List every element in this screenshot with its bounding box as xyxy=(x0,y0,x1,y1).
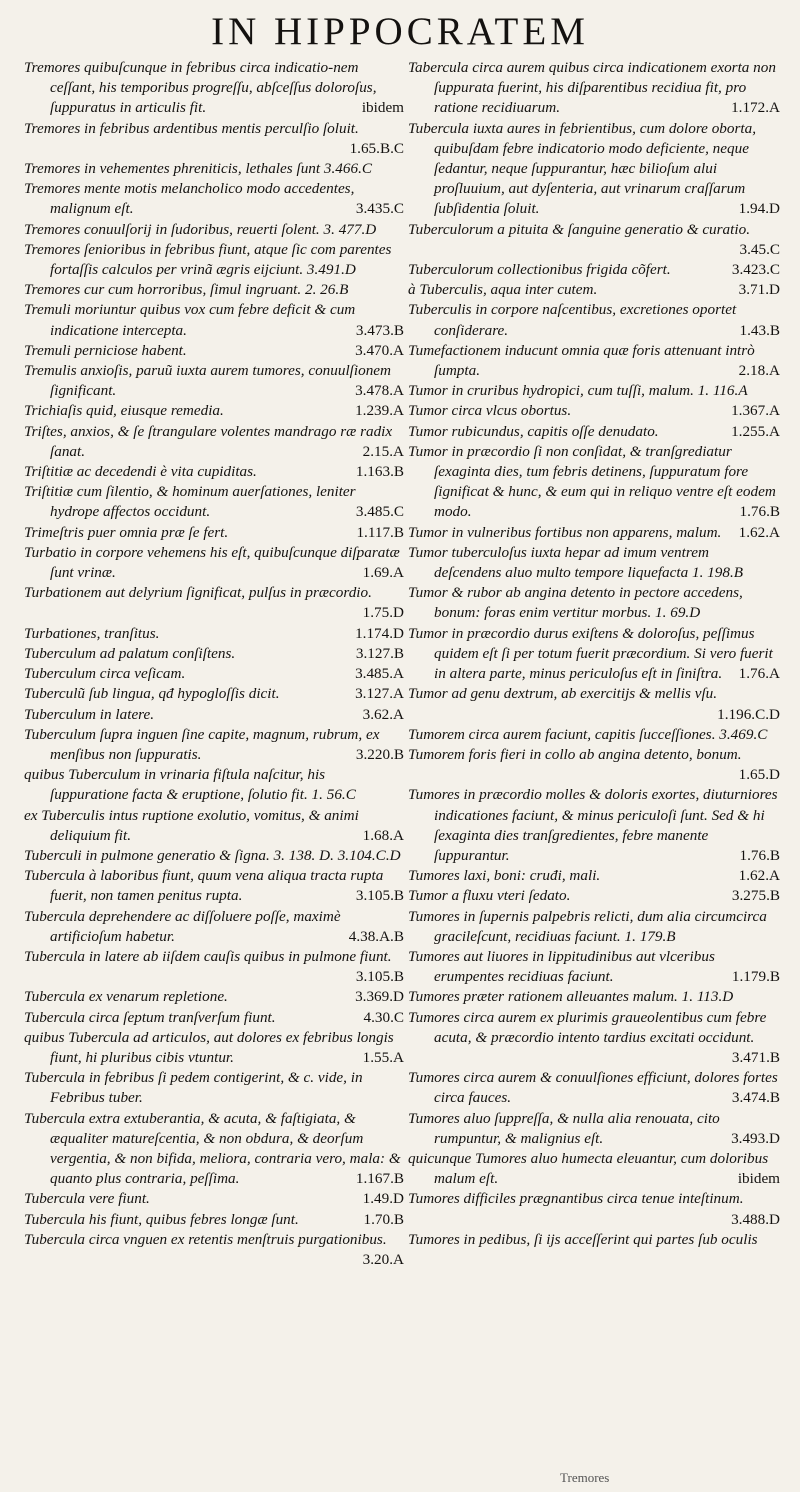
entry-text: Tuberculi in pulmone generatio & ſigna. 3. 138. D. 3.104.C.D xyxy=(24,846,401,864)
entry-text: Tumores circa aurem ex plurimis graueolentibus cum febre acuta, & præcordio intento tardius excitati occidunt. xyxy=(408,1008,767,1046)
index-entry xyxy=(408,785,780,866)
entry-reference: 1.76.B xyxy=(731,502,780,522)
entry-text: Tremuli moriuntur quibus vox cum febre deficit & cum indicatione intercepta. xyxy=(24,301,356,339)
entry-text: Tumorem circa aurem faciunt, capitis ſucceſſiones. 3.469.C xyxy=(408,725,768,743)
entry-text: Tubercula in latere ab iiſdem cauſis quibus in pulmone fiunt. xyxy=(24,947,392,965)
entry-text: Tubercula in febribus ſi pedem contigerint, & c. vide, in Febribus tuber. xyxy=(24,1069,363,1107)
index-entry xyxy=(24,725,404,765)
entry-text: Triſtitiæ cum ſilentio, & hominum auerſationes, leniter hydrope affectos occidunt. xyxy=(24,483,356,521)
index-entry xyxy=(408,725,780,745)
entry-text: Tubercula circa vnguen ex retentis menſtruis purgationibus. xyxy=(24,1230,387,1248)
index-entry xyxy=(24,341,404,361)
entry-text: Tumores difficiles prægnantibus circa tenue inteſtinum. xyxy=(408,1190,744,1208)
index-entry xyxy=(24,179,404,219)
entry-reference: 1.69.A xyxy=(355,563,404,583)
entry-reference: 4.38.A.B xyxy=(341,927,404,947)
index-entry xyxy=(24,846,404,866)
entry-reference: 3.20.A xyxy=(362,1250,404,1268)
entry-reference: 3.62.A xyxy=(355,705,404,725)
entry-reference: 3.471.B xyxy=(731,1048,780,1066)
index-entry xyxy=(408,543,780,583)
index-entry xyxy=(408,1189,780,1229)
entry-text: Tumores in præcordio molles & doloris exortes, diuturniores indicationes faciunt, & minus periculoſi ſunt. Sed & hi ſexaginta dies tranſgredientes, febre manente ſuppurantur. xyxy=(408,786,778,864)
entry-text: Tremores ſenioribus in febribus fiunt, atque ſic com parentes fortaſſis calculos per vrinã ægris eijciunt. 3.491.D xyxy=(24,240,392,279)
entry-text: Tumor a fluxu vteri ſedato. xyxy=(408,887,571,905)
entry-reference: 1.179.B xyxy=(724,967,780,987)
entry-reference: 1.62.A xyxy=(731,523,780,543)
left-column xyxy=(24,58,404,1270)
entry-reference: 1.62.A xyxy=(731,866,780,886)
index-entry xyxy=(24,462,404,482)
entry-reference: 3.105.B xyxy=(348,886,404,906)
index-entry xyxy=(408,1149,780,1189)
entry-text: Tremores conuulſorij in ſudoribus, reuerti ſolent. 3. 477.D xyxy=(24,220,377,238)
entry-text: quibus Tuberculum in vrinaria fiſtula naſcitur, his ſuppuratione facta & eruptione, ſolutio fit. 1. 56.C xyxy=(24,766,356,804)
entry-text: Tumores circa aurem & conuulſiones efficiunt, dolores fortes circa fauces. xyxy=(408,1069,778,1107)
index-entry xyxy=(24,361,404,401)
entry-text: Tumor ad genu dextrum, ab exercitijs & mellis vſu. xyxy=(408,685,718,703)
index-entry xyxy=(24,806,404,846)
index-entry xyxy=(24,1109,404,1190)
entry-reference: 1.94.D xyxy=(731,199,780,219)
entry-text: Tubercula à laboribus fiunt, quum vena aliqua tracta rupta fuerit, non tamen penitus rupta. xyxy=(24,867,384,905)
index-entry xyxy=(408,947,780,987)
entry-reference: 1.70.B xyxy=(355,1210,404,1230)
entry-reference: 1.76.A xyxy=(731,664,780,684)
entry-text: Tumores laxi, boni: cruđi, mali. xyxy=(408,867,601,885)
entry-text: Tremores in febribus ardentibus mentis perculſio ſoluit. xyxy=(24,119,359,137)
index-entry xyxy=(24,401,404,421)
right-column xyxy=(408,58,780,1250)
index-entry xyxy=(24,300,404,340)
entry-reference: 1.76.B xyxy=(731,846,780,866)
entry-text: Tumor circa vlcus obortus. xyxy=(408,402,572,420)
index-entry xyxy=(24,765,404,805)
entry-text: Tuberculum in latere. xyxy=(24,705,155,723)
entry-reference: 3.423.C xyxy=(724,260,780,280)
entry-text: Tremores mente motis melancholico modo accedentes, malignum eſt. xyxy=(24,180,355,218)
entry-text: Tremores in vehementes phreniticis, lethales ſunt 3.466.C xyxy=(24,160,372,178)
entry-reference: 1.65.B.C xyxy=(349,139,404,157)
entry-reference: 3.435.C xyxy=(348,199,404,219)
entry-text: Tuberculum ſupra inguen ſine capite, magnum, rubrum, ex menſibus non ſuppuratis. xyxy=(24,725,380,763)
entry-text: Tubercula deprehendere ac diſſoluere poſſe, maximè artificioſum habetur. xyxy=(24,907,341,945)
index-entry xyxy=(24,947,404,987)
page-header: IN HIPPOCRATEM xyxy=(211,10,589,53)
entry-text: Tubercula extra extuberantia, & acuta, & faſtigiata, & æqualiter matureſcentia, & non obdura, & deorſum vergentia, & non bifida, meliora, contraria vero, mala: & quanto plus contraria, peſſima. xyxy=(24,1109,401,1188)
entry-reference: 2.18.A xyxy=(731,361,780,381)
entry-text: Tumor in vulneribus fortibus non apparens, malum. xyxy=(408,523,722,541)
index-entry xyxy=(408,907,780,947)
entry-reference: 1.43.B xyxy=(731,321,780,341)
entry-text: Tumor & rubor ab angina detento in pectore accedens, bonum: foras enim vertitur morbus. 1. 69.D xyxy=(408,584,743,622)
index-entry xyxy=(24,523,404,543)
entry-text: ex Tuberculis intus ruptione exolutio, vomitus, & animi deliquium fit. xyxy=(24,806,359,844)
index-entry xyxy=(24,705,404,725)
entry-reference: 1.172.A xyxy=(723,98,780,118)
entry-reference: 3.478.A xyxy=(347,381,404,401)
index-entry xyxy=(408,745,780,785)
index-entry xyxy=(408,260,780,280)
entry-reference: 3.127.A xyxy=(347,684,404,704)
entry-text: Tumores in ſupernis palpebris relicti, dum alia circumcirca gracileſcunt, recidiuas faciunt. 1. 179.B xyxy=(408,907,767,945)
entry-text: Tubercula circa ſeptum tranſverſum fiunt. xyxy=(24,1008,276,1026)
entry-text: Tumores in pedibus, ſi ijs acceſſerint qui partes ſub oculis xyxy=(408,1230,758,1248)
entry-text: Triſtitiæ ac decedendi è vita cupiditas. xyxy=(24,463,257,481)
entry-text: Trichiaſis quid, eiusque remedia. xyxy=(24,402,224,420)
index-entry xyxy=(24,220,404,240)
entry-reference: 3.470.A xyxy=(347,341,404,361)
index-entry xyxy=(408,220,780,260)
entry-reference: 3.474.B xyxy=(724,1088,780,1108)
index-entry xyxy=(24,280,404,300)
index-entry xyxy=(24,543,404,583)
index-entry xyxy=(408,624,780,685)
index-entry xyxy=(408,987,780,1007)
entry-text: Tuberculorum collectionibus frigida cõfert. xyxy=(408,261,671,279)
entry-reference: 3.105.B xyxy=(355,968,404,986)
index-entry xyxy=(24,1028,404,1068)
entry-text: Tubercula iuxta aures in febrientibus, cum dolore oborta, quibuſdam febre indicatorio modo deficiente, neque ſedantur, neque ſuppurantur, hæc bilioſum alui proſluuium, aut dyſenteria, aut vrinarum craſſarum ſubſidentia ſoluit. xyxy=(408,119,757,218)
index-entry xyxy=(408,381,780,401)
index-entry xyxy=(24,684,404,704)
index-entry xyxy=(408,422,780,442)
entry-reference: 3.485.A xyxy=(347,664,404,684)
entry-reference: 1.75.D xyxy=(362,604,404,622)
index-entry xyxy=(408,341,780,381)
entry-text: Tabercula circa aurem quibus circa indicationem exorta non ſuppurata fuerint, his diſparentibus recidiua fit, pro ratione recidiuarum. xyxy=(408,59,776,117)
index-entry xyxy=(408,300,780,340)
entry-reference: 3.369.D xyxy=(347,987,404,1007)
entry-reference: 3.127.B xyxy=(348,644,404,664)
index-entry xyxy=(24,159,404,179)
index-entry xyxy=(24,987,404,1007)
entry-reference: 1.167.B xyxy=(348,1169,404,1189)
index-entry xyxy=(24,1189,404,1209)
entry-text: Tumorem foris fieri in collo ab angina detento, bonum. xyxy=(408,745,742,763)
entry-reference: 1.255.A xyxy=(723,422,780,442)
index-entry xyxy=(24,644,404,664)
entry-text: Tumor tuberculoſus iuxta hepar ad imum ventrem deſcendens aluo multo tempore liquefacta 1. 198.B xyxy=(408,543,744,582)
index-entry xyxy=(408,1068,780,1108)
entry-text: quicunque Tumores aluo humecta eleuantur, cum doloribus malum eſt. xyxy=(408,1149,769,1188)
entry-reference: 3.493.D xyxy=(723,1129,780,1149)
index-entry xyxy=(24,422,404,462)
entry-reference: 1.68.A xyxy=(355,826,404,846)
index-entry xyxy=(408,280,780,300)
entry-text: Tumor in præcordio durus exiſtens & doloroſus, peſſimus quidem eſt ſi per totum fuerit præcordium. Si vero fuerit in altera parte, minus periculoſus eſt in ſiniſtra. xyxy=(408,624,773,683)
index-entry xyxy=(24,58,404,119)
entry-reference: ibidem xyxy=(730,1169,780,1189)
entry-reference: 3.485.C xyxy=(348,502,404,522)
entry-text: Tubercula his fiunt, quibus febres longæ ſunt. xyxy=(24,1210,299,1228)
entry-text: Tuberculum circa veſicam. xyxy=(24,665,186,683)
entry-text: Tuberculis in corpore naſcentibus, excretiones oportet conſiderare. xyxy=(408,301,737,339)
index-entry xyxy=(408,119,780,220)
entry-reference: 1.196.C.D xyxy=(717,705,780,723)
entry-text: Tremuli perniciose habent. xyxy=(24,341,187,359)
entry-text: Tremulis anxioſis, paruũ iuxta aurem tumores, conuulſionem ſignificant. xyxy=(24,362,392,400)
entry-text: Tuberculum ad palatum conſiſtens. xyxy=(24,644,236,662)
index-entry xyxy=(408,583,780,623)
entry-text: Turbationem aut delyrium ſignificat, pulſus in præcordio. xyxy=(24,584,372,602)
entry-reference: 1.163.B xyxy=(348,462,404,482)
index-entry xyxy=(408,442,780,523)
entry-text: quibus Tubercula ad articulos, aut dolores ex febribus longis fiunt, hi pluribus cibis vtuntur. xyxy=(24,1028,394,1066)
index-entry xyxy=(408,523,780,543)
index-entry xyxy=(24,664,404,684)
index-entry xyxy=(24,866,404,906)
catchword: Tremores xyxy=(560,1470,610,1485)
index-entry xyxy=(408,58,780,119)
index-entry xyxy=(408,401,780,421)
entry-text: Tumor rubicundus, capitis oſſe denudato. xyxy=(408,422,659,440)
entry-reference: 1.117.B xyxy=(348,523,404,543)
index-entry xyxy=(24,1068,404,1108)
entry-reference: 3.473.B xyxy=(348,321,404,341)
index-entry xyxy=(24,1230,404,1270)
entry-text: Tumores aut liuores in lippitudinibus aut vlceribus erumpentes recidiuas faciunt. xyxy=(408,947,715,986)
entry-text: Turbatio in corpore vehemens his eſt, quibuſcunque diſparatæ ſunt vrinæ. xyxy=(24,543,400,582)
index-entry xyxy=(24,907,404,947)
entry-reference: 3.71.D xyxy=(731,280,780,300)
index-entry xyxy=(408,886,780,906)
entry-reference: 1.55.A xyxy=(355,1048,404,1068)
entry-text: Tubercula vere fiunt. xyxy=(24,1190,150,1208)
entry-text: Trimeſtris puer omnia præ ſe fert. xyxy=(24,523,229,541)
entry-text: Tubercula ex venarum repletione. xyxy=(24,988,228,1006)
entry-text: Tumores præter rationem alleuantes malum. 1. 113.D xyxy=(408,988,734,1006)
index-entry xyxy=(24,482,404,522)
entry-reference: 1.65.D xyxy=(738,766,780,784)
entry-reference: 4.30.C xyxy=(355,1008,404,1028)
index-entry xyxy=(408,1230,780,1250)
index-entry xyxy=(24,240,404,280)
index-entry xyxy=(24,624,404,644)
index-entry xyxy=(24,583,404,623)
entry-reference: 3.220.B xyxy=(348,745,404,765)
entry-reference: 3.488.D xyxy=(731,1210,780,1228)
entry-text: Tumefactionem inducunt omnia quæ foris attenuant intrò ſumpta. xyxy=(408,341,755,380)
index-entry xyxy=(24,1008,404,1028)
entry-reference: 2.15.A xyxy=(355,442,404,462)
entry-text: Tumor in cruribus hydropici, cum tuſſi, malum. 1. 116.A xyxy=(408,382,748,400)
entry-text: Turbationes, tranſitus. xyxy=(24,624,160,642)
entry-text: Tuberculũ ſub lingua, qđ hypogloſſis dicit. xyxy=(24,685,280,703)
index-entry xyxy=(24,1210,404,1230)
entry-text: Tumores aluo ſuppreſſa, & nulla alia renouata, cito rumpuntur, & malignius eſt. xyxy=(408,1109,720,1147)
entry-text: Tumor in præcordio ſi non conſidat, & tranſgrediatur ſexaginta dies, tum febris detinens, ſuppuratum fore ſignificat & hunc, & eum qui in reliquo ventre eſt eodem modo. xyxy=(408,442,776,521)
entry-reference: 1.49.D xyxy=(355,1189,404,1209)
entry-reference: 1.174.D xyxy=(347,624,404,644)
index-entry xyxy=(408,866,780,886)
index-entry xyxy=(408,684,780,724)
entry-reference: ibidem xyxy=(354,98,404,118)
entry-text: Triſtes, anxios, & ſe ſtrangulare volentes mandrago ræ radix ſanat. xyxy=(24,422,393,460)
entry-reference: 1.367.A xyxy=(723,401,780,421)
index-entry xyxy=(24,119,404,159)
entry-reference: 1.239.A xyxy=(347,401,404,421)
entry-text: Tremores cur cum horroribus, ſimul ingruant. 2. 26.B xyxy=(24,281,349,299)
entry-text: à Tuberculis, aqua inter cutem. xyxy=(408,281,598,299)
entry-text: Tuberculorum a pituita & ſanguine generatio & curatio. xyxy=(408,220,750,238)
entry-text: Tremores quibuſcunque in febribus circa indicatio-nem ceſſant, his temporibus progreſſu, abſceſſus doloroſus, ſuppuratus in articulis fit. xyxy=(24,59,377,117)
index-entry xyxy=(408,1008,780,1069)
entry-reference: 3.45.C xyxy=(739,240,780,258)
entry-reference: 3.275.B xyxy=(724,886,780,906)
index-entry xyxy=(408,1109,780,1149)
